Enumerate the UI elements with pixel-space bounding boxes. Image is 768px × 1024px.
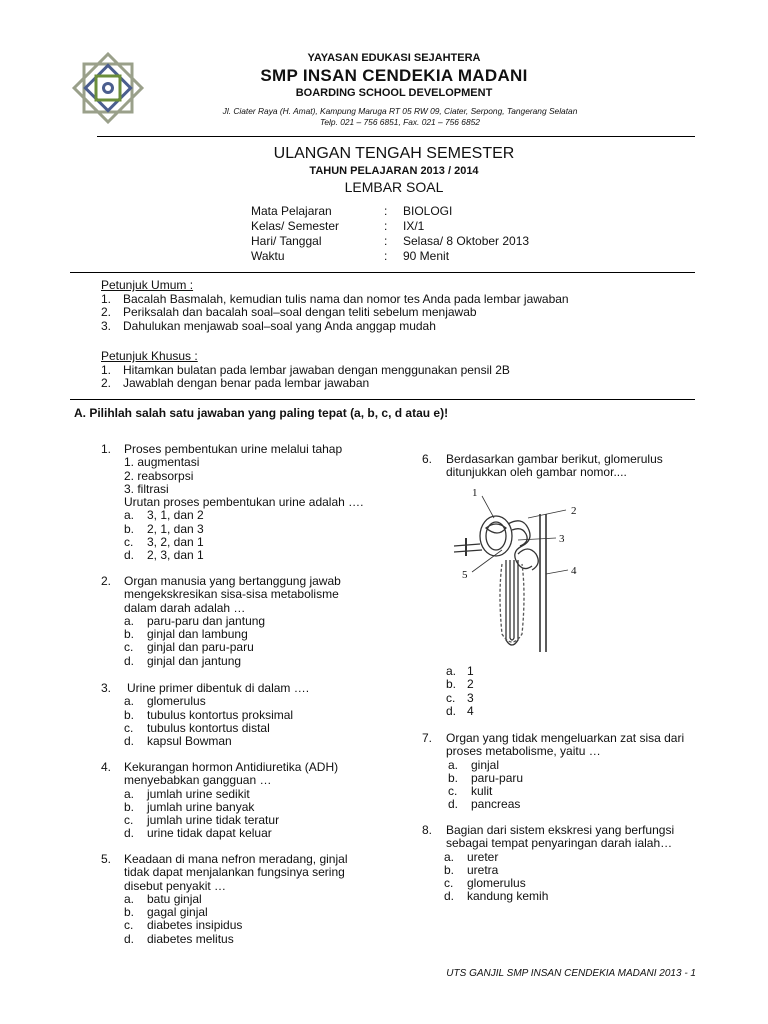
question-stem: disebut penyakit … bbox=[124, 878, 227, 893]
option-text: ginjal dan jantung bbox=[147, 653, 242, 668]
option-text: ginjal dan lambung bbox=[147, 627, 248, 642]
answer-option[interactable] bbox=[101, 709, 401, 722]
school-name: SMP INSAN CENDEKIA MADANI bbox=[260, 66, 528, 85]
option-letter: a. bbox=[124, 891, 135, 906]
foundation-name: YAYASAN EDUKASI SEJAHTERA bbox=[307, 52, 481, 64]
answer-option[interactable] bbox=[422, 772, 712, 785]
info-divider bbox=[70, 272, 695, 273]
general-instructions bbox=[101, 279, 621, 333]
list-item bbox=[101, 364, 621, 378]
option-letter: c. bbox=[124, 535, 134, 550]
option-text: paru-paru bbox=[471, 770, 524, 785]
option-text: gagal ginjal bbox=[147, 905, 208, 920]
question-number: 3. bbox=[101, 681, 112, 695]
question-8 bbox=[422, 824, 712, 904]
nephron-diagram bbox=[448, 484, 588, 660]
option-text: 2, 1, dan 3 bbox=[147, 521, 204, 536]
answer-option[interactable] bbox=[101, 509, 401, 522]
question-stem: Urutan proses pembentukan urine adalah …. bbox=[124, 495, 364, 510]
info-separator: : bbox=[384, 234, 388, 248]
option-text: uretra bbox=[467, 862, 499, 877]
item-text: Dahulukan menjawab soal–soal yang Anda anggap mudah bbox=[123, 318, 436, 333]
answer-option[interactable] bbox=[101, 906, 401, 919]
option-text: kulit bbox=[471, 784, 493, 799]
item-text: Bacalah Basmalah, kemudian tulis nama dan nomor tes Anda pada lembar jawaban bbox=[123, 291, 569, 306]
question-number: 1. bbox=[101, 442, 112, 456]
answer-option[interactable] bbox=[422, 864, 712, 877]
item-number: 1. bbox=[101, 291, 112, 306]
question-1 bbox=[101, 443, 401, 563]
info-value: Selasa/ 8 Oktober 2013 bbox=[403, 234, 530, 248]
option-text: 2 bbox=[467, 677, 474, 692]
question-stem: Urine primer dibentuk di dalam …. bbox=[127, 681, 310, 695]
item-text: Periksalah dan bacalah soal–soal dengan teliti sebelum menjawab bbox=[123, 305, 477, 319]
option-letter: d. bbox=[124, 734, 135, 749]
answer-option[interactable] bbox=[422, 877, 712, 890]
answer-option[interactable] bbox=[101, 536, 401, 549]
option-letter: b. bbox=[444, 862, 455, 877]
answer-option[interactable] bbox=[101, 893, 401, 906]
figure-label: 5 bbox=[462, 569, 468, 581]
option-text: glomerulus bbox=[467, 876, 526, 891]
info-label: Waktu bbox=[251, 249, 285, 263]
school-phone: Telp. 021 – 756 6851, Fax. 021 – 756 6852 bbox=[320, 117, 480, 127]
option-text: ginjal bbox=[471, 757, 500, 772]
answer-option[interactable] bbox=[422, 678, 712, 691]
info-row-subject bbox=[251, 204, 551, 219]
option-letter: a. bbox=[124, 786, 135, 801]
answer-option[interactable] bbox=[422, 798, 712, 811]
info-label: Mata Pelajaran bbox=[251, 204, 332, 218]
page-footer: UTS GANJIL SMP INSAN CENDEKIA MADANI 2013 - 1 bbox=[446, 968, 696, 979]
option-letter: b. bbox=[124, 707, 135, 722]
info-separator: : bbox=[384, 249, 388, 263]
question-stem: mengekskresikan sisa-sisa metabolisme bbox=[124, 587, 339, 602]
question-stem: sebagai tempat penyaringan darah ialah… bbox=[446, 836, 673, 851]
question-stem: tidak dapat menjalankan fungsinya sering bbox=[124, 865, 345, 880]
option-letter: c. bbox=[448, 784, 458, 799]
answer-option[interactable] bbox=[422, 851, 712, 864]
option-text: kandung kemih bbox=[467, 889, 549, 904]
question-7 bbox=[422, 732, 712, 812]
info-value: IX/1 bbox=[403, 219, 425, 233]
question-2 bbox=[101, 575, 401, 668]
item-number: 2. bbox=[101, 305, 112, 319]
list-item bbox=[101, 306, 621, 320]
info-row-class bbox=[251, 219, 551, 234]
option-letter: d. bbox=[444, 889, 455, 904]
option-letter: c. bbox=[124, 720, 134, 735]
question-number: 8. bbox=[422, 823, 433, 837]
option-letter: d. bbox=[448, 797, 459, 812]
figure-label: 4 bbox=[571, 565, 577, 577]
option-letter: c. bbox=[446, 690, 456, 705]
question-step: 3. filtrasi bbox=[124, 481, 169, 496]
answer-option[interactable] bbox=[101, 919, 401, 932]
option-text: jumlah urine tidak teratur bbox=[147, 813, 280, 828]
option-text: batu ginjal bbox=[147, 891, 202, 906]
answer-option[interactable] bbox=[101, 641, 401, 654]
question-4 bbox=[101, 761, 401, 841]
question-6-options bbox=[422, 665, 712, 718]
question-step: 1. augmentasi bbox=[124, 455, 200, 470]
option-text: tubulus kontortus proksimal bbox=[147, 707, 294, 722]
info-separator: : bbox=[384, 219, 388, 233]
answer-option[interactable] bbox=[101, 695, 401, 708]
question-number: 6. bbox=[422, 452, 433, 466]
option-letter: c. bbox=[444, 876, 454, 891]
answer-option[interactable] bbox=[101, 655, 401, 668]
option-text: pancreas bbox=[471, 797, 521, 812]
answer-option[interactable] bbox=[422, 890, 712, 903]
question-stem: Kekurangan hormon Antidiuretika (ADH) bbox=[124, 760, 339, 774]
answer-option[interactable] bbox=[101, 735, 401, 748]
question-number: 5. bbox=[101, 852, 112, 866]
exam-sheet: LEMBAR SOAL bbox=[344, 179, 444, 195]
school-subtitle: BOARDING SCHOOL DEVELOPMENT bbox=[295, 87, 493, 99]
option-letter: b. bbox=[124, 521, 135, 536]
option-text: urine tidak dapat keluar bbox=[147, 826, 272, 841]
question-6 bbox=[422, 453, 712, 480]
option-text: paru-paru dan jantung bbox=[147, 613, 266, 628]
info-value: 90 Menit bbox=[403, 249, 450, 263]
option-text: 2, 3, dan 1 bbox=[147, 548, 204, 563]
question-stem: Bagian dari sistem ekskresi yang berfungsi bbox=[446, 823, 675, 837]
option-text: jumlah urine sedikit bbox=[147, 786, 250, 801]
option-letter: d. bbox=[446, 703, 457, 718]
figure-label: 3 bbox=[559, 533, 565, 545]
option-letter: a. bbox=[448, 757, 459, 772]
option-letter: d. bbox=[124, 548, 135, 563]
section-a-heading: A. Pilihlah salah satu jawaban yang paling tepat (a, b, c, d atau e)! bbox=[74, 406, 449, 420]
question-3 bbox=[101, 682, 401, 748]
answer-option[interactable] bbox=[101, 523, 401, 536]
option-letter: c. bbox=[124, 640, 134, 655]
instructions-divider bbox=[70, 399, 695, 400]
list-item bbox=[101, 320, 621, 334]
option-letter: c. bbox=[124, 813, 134, 828]
answer-option[interactable] bbox=[422, 785, 712, 798]
question-number: 4. bbox=[101, 760, 112, 774]
option-letter: b. bbox=[124, 905, 135, 920]
header-divider bbox=[97, 136, 695, 137]
question-stem: Keadaan di mana nefron meradang, ginjal bbox=[124, 852, 348, 866]
question-stem: menyebabkan gangguan … bbox=[124, 773, 272, 788]
answer-option[interactable] bbox=[101, 549, 401, 562]
option-letter: c. bbox=[124, 918, 134, 933]
answer-option[interactable] bbox=[101, 814, 401, 827]
question-stem: Organ yang tidak mengeluarkan zat sisa dari bbox=[446, 731, 685, 745]
info-separator: : bbox=[384, 204, 388, 218]
option-text: 1 bbox=[467, 664, 474, 678]
option-letter: a. bbox=[124, 508, 135, 523]
question-step: 2. reabsorpsi bbox=[124, 468, 194, 483]
answer-option[interactable] bbox=[422, 665, 712, 678]
list-item bbox=[101, 377, 621, 391]
info-row-date bbox=[251, 234, 551, 249]
question-number: 2. bbox=[101, 574, 112, 588]
option-letter: a. bbox=[124, 613, 135, 628]
option-letter: a. bbox=[124, 694, 135, 709]
option-text: diabetes insipidus bbox=[147, 918, 243, 933]
answer-option[interactable] bbox=[101, 933, 401, 946]
school-logo bbox=[71, 52, 145, 124]
school-address: Jl. Ciater Raya (H. Amat), Kampung Maruga RT 05 RW 09, Ciater, Serpong, Tangerang Selatan bbox=[222, 106, 578, 116]
option-text: kapsul Bowman bbox=[147, 734, 232, 749]
answer-option[interactable] bbox=[101, 628, 401, 641]
option-letter: b. bbox=[448, 770, 459, 785]
answer-option[interactable] bbox=[101, 801, 401, 814]
exam-title: ULANGAN TENGAH SEMESTER bbox=[273, 145, 515, 162]
option-text: glomerulus bbox=[147, 694, 206, 709]
option-text: ureter bbox=[467, 849, 499, 864]
option-letter: d. bbox=[124, 653, 135, 668]
answer-option[interactable] bbox=[422, 692, 712, 705]
answer-option[interactable] bbox=[101, 827, 401, 840]
option-text: diabetes melitus bbox=[147, 931, 234, 946]
figure-label: 1 bbox=[472, 487, 478, 499]
option-text: tubulus kontortus distal bbox=[147, 720, 270, 735]
item-number: 1. bbox=[101, 362, 112, 377]
question-stem: Organ manusia yang bertanggung jawab bbox=[124, 574, 341, 588]
option-text: 3, 1, dan 2 bbox=[147, 508, 204, 523]
question-stem: dalam darah adalah … bbox=[124, 600, 246, 615]
option-text: 4 bbox=[467, 703, 474, 718]
answer-option[interactable] bbox=[422, 759, 712, 772]
question-stem: Proses pembentukan urine melalui tahap bbox=[124, 442, 343, 456]
answer-option[interactable] bbox=[101, 788, 401, 801]
item-text: Hitamkan bulatan pada lembar jawaban dengan menggunakan pensil 2B bbox=[123, 362, 510, 377]
option-letter: a. bbox=[444, 849, 455, 864]
option-letter: b. bbox=[124, 799, 135, 814]
option-letter: d. bbox=[124, 826, 135, 841]
option-text: jumlah urine banyak bbox=[147, 799, 255, 814]
question-5 bbox=[101, 853, 401, 946]
info-label: Kelas/ Semester bbox=[251, 219, 340, 233]
item-text: Jawablah dengan benar pada lembar jawaban bbox=[123, 376, 370, 390]
item-number: 2. bbox=[101, 376, 112, 390]
question-stem: proses metabolisme, yaitu … bbox=[446, 744, 601, 759]
answer-option[interactable] bbox=[101, 615, 401, 628]
item-number: 3. bbox=[101, 318, 112, 333]
question-number: 7. bbox=[422, 731, 433, 745]
figure-label: 2 bbox=[571, 505, 577, 517]
info-row-time bbox=[251, 249, 551, 264]
option-letter: d. bbox=[124, 931, 135, 946]
general-instructions-title: Petunjuk Umum : bbox=[101, 278, 194, 292]
info-value: BIOLOGI bbox=[403, 204, 453, 218]
option-text: 3 bbox=[467, 690, 474, 705]
question-stem: Berdasarkan gambar berikut, glomerulus bbox=[446, 452, 663, 466]
option-text: 3, 2, dan 1 bbox=[147, 535, 204, 550]
special-instructions bbox=[101, 350, 621, 391]
question-stem: ditunjukkan oleh gambar nomor.... bbox=[446, 465, 627, 480]
answer-option[interactable] bbox=[422, 705, 712, 718]
option-letter: b. bbox=[124, 627, 135, 642]
option-letter: a. bbox=[446, 664, 457, 678]
info-label: Hari/ Tanggal bbox=[251, 234, 322, 248]
option-text: ginjal dan paru-paru bbox=[147, 640, 254, 655]
option-letter: b. bbox=[446, 677, 457, 692]
exam-year: TAHUN PELAJARAN 2013 / 2014 bbox=[309, 165, 479, 177]
answer-option[interactable] bbox=[101, 722, 401, 735]
special-instructions-title: Petunjuk Khusus : bbox=[101, 349, 198, 363]
list-item bbox=[101, 293, 621, 307]
